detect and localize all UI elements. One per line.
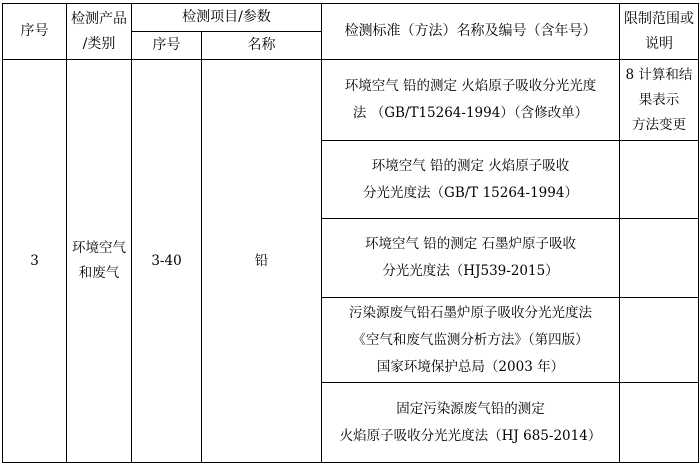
header-product [67,4,132,60]
standard-3 [322,219,620,298]
note-line-2: 果表示 [638,91,680,108]
header-item-group: 检测项目/参数 [132,4,322,32]
standard-1-line-1: 环境空气 铅的测定 火焰原子吸收分光光度 [344,78,597,94]
row-item-seq: 3-40 [132,60,202,463]
header-limit-line-2: 说明 [645,35,673,52]
header-standard: 检测标准（方法）名称及编号（含年号） [322,4,620,60]
row-product-line-1: 环境空气 [72,240,126,256]
note-line-3: 方法变更 [632,116,686,133]
row-item-name: 铅 [202,60,322,463]
header-product-line-1: 检测产品 [71,10,127,27]
header-product-line-2: /类别 [82,35,116,52]
standard-5-note [620,383,699,463]
standard-5-line-2: 火焰原子吸收分光光度法（HJ 685-2014） [339,427,602,444]
standard-2-line-1: 环境空气 铅的测定 火焰原子吸收 [371,157,570,174]
test-standards-table [2,3,699,463]
header-item-seq: 序号 [132,32,202,60]
standard-5 [322,383,620,463]
header-limit-line-1: 限制范围或 [624,10,694,27]
standard-1 [322,60,620,141]
standard-3-line-2: 分光光度法（HJ539-2015） [382,263,559,279]
standard-4-note [620,298,699,383]
row-seq: 3 [3,60,67,463]
standard-1-note [620,60,699,141]
header-seq: 序号 [3,4,67,60]
standard-4 [322,298,620,383]
standard-4-line-3: 国家环境保护总局（2003 年） [376,358,565,375]
standard-3-note [620,219,699,298]
header-item-name: 名称 [202,32,322,60]
standard-4-line-2: 《空气和废气监测分析方法》（第四版） [352,331,589,348]
standard-2-line-2: 分光光度法（GB/T 15264-1994） [363,184,578,201]
standard-5-line-1: 固定污染源废气铅的测定 [396,400,545,417]
header-limit [620,4,699,60]
table-row [3,60,699,141]
row-product-line-2: 和废气 [78,265,120,281]
standard-2-note [620,141,699,219]
standard-4-line-1: 污染源废气铅石墨炉原子吸收分光光度法 [349,304,592,321]
standard-3-line-1: 环境空气 铅的测定 石墨炉原子吸收 [364,236,577,252]
row-product [67,60,132,463]
standard-1-line-2: 法 （GB/T15264-1994）（含修改单） [352,105,589,121]
note-line-1: 8 计算和结 [625,66,693,83]
standard-2 [322,141,620,219]
